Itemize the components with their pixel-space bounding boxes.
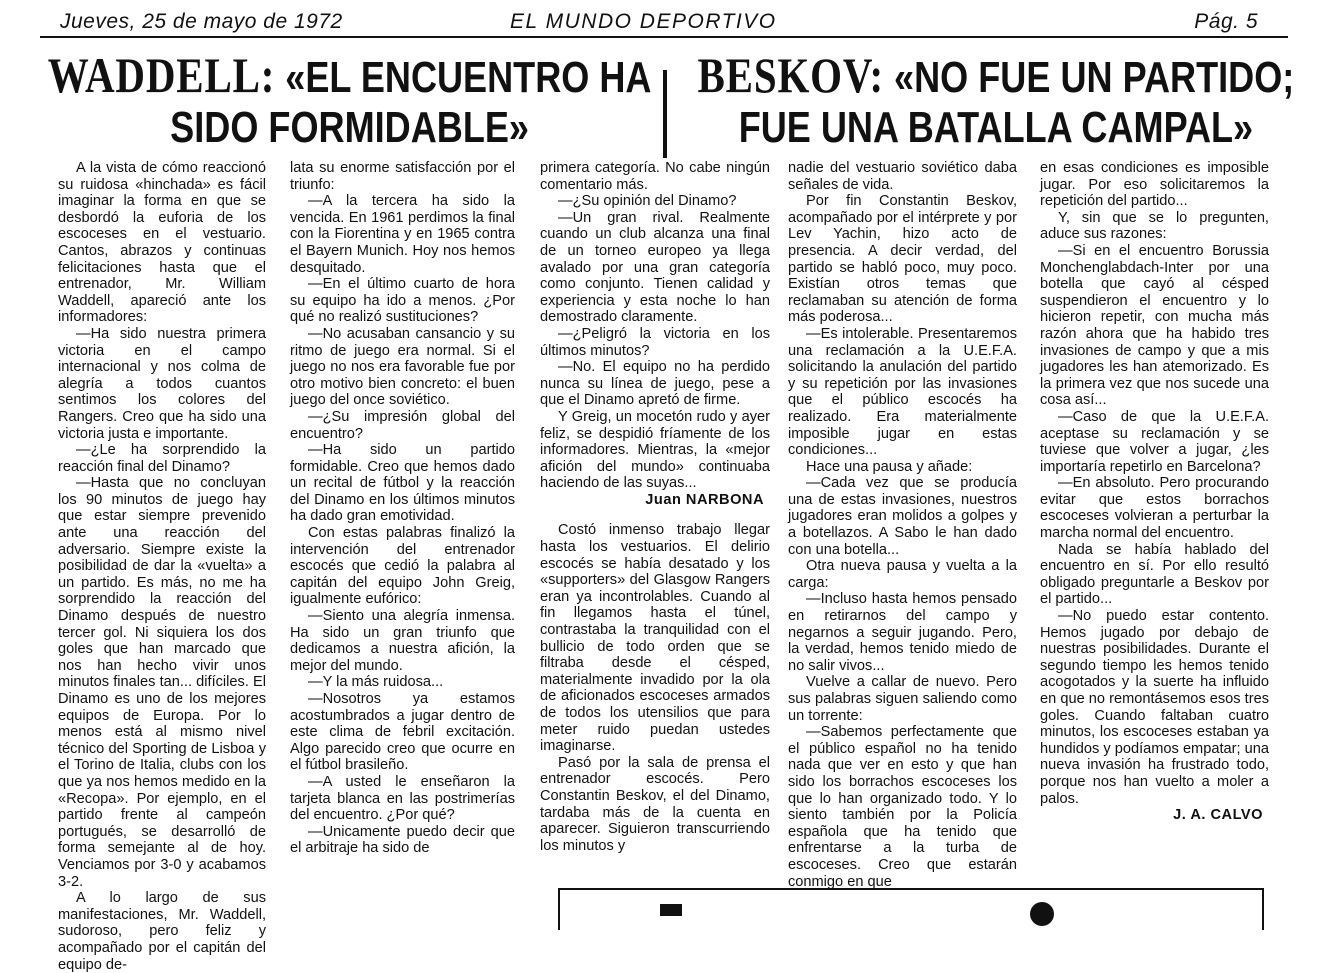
- paragraph: —Sabemos perfectamente que el público español no ha tenido nada que ver en esto y que han sido los borrachos escoceses los que lo han organizado todo. Y lo siento también por la Policía española que ha tenido que enfrentarse a la turba de escoceses. Creo que estarán conmigo en que: [788, 724, 1017, 890]
- left-headline-name: WADDELL:: [47, 47, 276, 103]
- byline-narbona: Juan NARBONA: [645, 491, 764, 508]
- paragraph: —En absoluto. Pero procurando evitar que estos borrachos escoceses volvieran a perturbar la marcha normal del encuentro.: [1040, 475, 1269, 542]
- paragraph: lata su enorme satisfacción por el triunfo:: [290, 160, 515, 193]
- paragraph: —¿Su impresión global del encuentro?: [290, 408, 515, 442]
- paragraph: A la vista de cómo reaccionó su ruidosa «hinchada» es fácil imaginar la forma en que se desbordó la euforia de los escoceses en el vestuario. Cantos, abrazos y continuas felicitaciones hasta que el entrenador, Mr. William Waddell, apareció ante los informadores:: [58, 160, 266, 326]
- right-headline-name: BESKOV:: [697, 47, 885, 103]
- paragraph: Pasó por la sala de prensa el entrenador escocés. Pero Constantin Beskov, el del Dinamo, tardaba más de la cuenta en aparecer. Siguieron transcurriendo los minutos y: [540, 754, 770, 854]
- paragraph: en esas condiciones es imposible jugar. Por eso solicitaremos la repetición del partido...: [1040, 160, 1269, 210]
- newspaper-name: EL MUNDO DEPORTIVO: [510, 10, 777, 33]
- left-headline-line1: «EL ENCUENTRO HA: [285, 53, 652, 102]
- paragraph: Hace una pausa y añade:: [806, 458, 973, 475]
- paragraph: —¿Peligró la victoria en los últimos minutos?: [540, 325, 770, 359]
- publication-date: Jueves, 25 de mayo de 1972: [60, 10, 343, 33]
- paragraph: —Incluso hasta hemos pensado en retirarnos del campo y negarnos a seguir jugando. Pero, la verdad, hemos tenido miedo de no salir vivos...: [788, 591, 1017, 674]
- ad-circle-shape: [1030, 902, 1054, 926]
- paragraph: —Ha sido nuestra primera victoria en el campo internacional y nos colma de alegría a todos cuantos sentimos los colores del Rangers. Creo que ha sido una victoria justa e importante.: [58, 325, 266, 442]
- left-headline-line2: SIDO FORMIDABLE»: [170, 103, 530, 152]
- paragraph: —A la tercera ha sido la vencida. En 1961 perdimos la final con la Fiorentina y en 1965 contra el Bayern Munich. Hoy nos hemos desquitado.: [290, 193, 515, 276]
- paragraph: A lo largo de sus manifestaciones, Mr. Waddell, sudoroso, pero feliz y acompañado por el capitán del equipo de-: [58, 890, 266, 973]
- ad-block-shape: [660, 904, 682, 916]
- masthead: [40, 6, 1288, 38]
- paragraph: Otra nueva pausa y vuelta a la carga:: [788, 558, 1017, 591]
- paragraph: —No. El equipo no ha perdido nunca su línea de juego, pese a que el Dinamo apretó de firme.: [540, 359, 770, 409]
- paragraph: —¿Su opinión del Dinamo?: [558, 193, 737, 210]
- paragraph: Nada se había hablado del encuentro en sí. Por ello resultó obligado preguntarle a Beskov por el partido...: [1040, 541, 1269, 608]
- paragraph: —Caso de que la U.E.F.A. aceptase su reclamación y se tuviese que volver a jugar, ¿les importaría repetirlo en Barcelona?: [1040, 408, 1269, 475]
- right-headline-line1: «NO FUE UN PARTIDO;: [894, 53, 1295, 102]
- paragraph: —Si en el encuentro Borussia Monchenglabdach-Inter por una botella que cayó al césped suspendieron el encuentro y lo hicieron repetir, con mucha más razón ahora que ha habido tres invasiones de campo y que a mis jugadores les han atemorizado. Es la primera vez que nos sucede una cosa así...: [1040, 242, 1269, 409]
- paragraph: Y, sin que se lo pregunten, aduce sus razones:: [1040, 209, 1269, 243]
- paragraph: —En el último cuarto de hora su equipo ha ido a menos. ¿Por qué no realizó sustituciones?: [290, 276, 515, 326]
- page-number: Pág. 5: [1194, 10, 1258, 33]
- paragraph: —Y la más ruidosa...: [308, 674, 444, 691]
- paragraph: Vuelve a callar de nuevo. Pero sus palabras siguen saliendo como un torrente:: [788, 674, 1017, 724]
- paragraph: —Es intolerable. Presentaremos una reclamación a la U.E.F.A. solicitando la anulación del partido y su repetición por las invasiones que el público escocés ha realizado. Era materialmente imposible jugar en estas condiciones...: [788, 325, 1017, 459]
- paragraph: —Siento una alegría inmensa. Ha sido un gran triunfo que dedicamos a nuestra afición, la mejor del mundo.: [290, 608, 515, 674]
- paragraph: nadie del vestuario soviético daba señales de vida.: [788, 160, 1017, 193]
- right-headline: [672, 47, 1320, 153]
- paragraph: —Un gran rival. Realmente cuando un club alcanza una final de un torneo europeo ya llega avalado por una gran categoría como conjunto. Tienen calidad y experiencia y esta noche lo han demostrado claramente.: [540, 209, 770, 326]
- paragraph: —Nosotros ya estamos acostumbrados a jugar dentro de este clima de febril excitación. Algo parecido creo que ocurre en el fútbol brasileño.: [290, 691, 515, 774]
- column-1: [58, 160, 266, 973]
- right-headline-line2: FUE UNA BATALLA CAMPAL»: [738, 103, 1254, 152]
- paragraph: —Cada vez que se producía una de estas invasiones, nuestros jugadores eran molidos a golpes y a botellazos. A Sabo le han dado con una botella...: [788, 475, 1017, 558]
- advertisement-box: [558, 888, 1264, 930]
- paragraph: Costó inmenso trabajo llegar hasta los vestuarios. El delirio escocés se había desatado y los «supporters» del Glasgow Rangers eran ya incontrolables. Cuando al fin llegamos hasta el túnel, contrastaba la tranquilidad con el bullicio de todo orden que se filtraba desde el césped, materialmente invadido por la ola de aficionados escoceses armados de todos los utensilios que para meter ruido puedan ustedes imaginarse.: [540, 522, 770, 755]
- paragraph: Con estas palabras finalizó la intervención del entrenador escocés que cedió la palabra al capitán del equipo John Greig, igualmente eufórico:: [290, 525, 515, 608]
- paragraph: primera categoría. No cabe ningún comentario más.: [540, 160, 770, 193]
- paragraph: —Unicamente puedo decir que el arbitraje ha sido de: [290, 823, 515, 857]
- paragraph: Por fin Constantin Beskov, acompañado por el intérprete y por Lev Yachin, hizo acto de presencia. A decir verdad, del partido se habló poco, muy poco. Existían otros temas que reclamaban su atención de forma más poderosa...: [788, 193, 1017, 326]
- column-4: [788, 160, 1017, 890]
- paragraph: —A usted le enseñaron la tarjeta blanca en las postrimerías del encuentro. ¿Por qué?: [290, 773, 515, 824]
- column-2: [290, 160, 515, 857]
- column-3: [540, 160, 770, 854]
- byline-calvo: J. A. CALVO: [1173, 807, 1263, 824]
- paragraph: Y Greig, un mocetón rudo y ayer feliz, se despidió fríamente de los informadores. Mientras, la «mejor afición del mundo» continuaba haciendo de las suyas...: [540, 408, 770, 492]
- headline-divider: [663, 70, 667, 158]
- left-headline: [38, 47, 661, 153]
- paragraph: —¿Le ha sorprendido la reacción final del Dinamo?: [58, 442, 266, 475]
- paragraph: —Ha sido un partido formidable. Creo que hemos dado un recital de fútbol y la reacción del Dinamo en los últimos minutos ha dado gran emotividad.: [290, 442, 515, 525]
- paragraph: —No puedo estar contento. Hemos jugado por debajo de nuestras posibilidades. Durante el segundo tiempo les hemos tenido acogotados y la suerte ha influido en que no remontásemos esos tres goles. Cuando faltaban cuatro minutos, los escoceses estaban ya hundidos y podíamos empatar; una nueva invasión ha frustrado todo, porque nos han vuelto a moler a palos.: [1040, 608, 1269, 807]
- paragraph: —No acusaban cansancio y su ritmo de juego era normal. Si el juego no nos era favorable fue por otro motivo bien concreto: el buen juego del once soviético.: [290, 325, 515, 409]
- column-5: [1040, 160, 1269, 824]
- paragraph: —Hasta que no concluyan los 90 minutos de juego hay que estar siempre prevenido ante una reacción del adversario. Siempre existe la posibilidad de dar la «vuelta» a un partido. Es más, no me ha sorprendido la reacción del Dinamo después de nuestro tercer gol. Ni siquiera los dos goles que han marcado que nos han hecho vivir unos minutos finales tan... difíciles. El Dinamo es uno de los mejores equipos de Europa. Por lo menos está al mismo nivel técnico del Sporting de Lisboa y el Torino de Italia, clubs con los que ya nos hemos medido en la «Recopa». Por ejemplo, en el partido frente al campeón portugués, se desarrolló de forma semejante al de hoy. Venciamos por 3-0 y acabamos 3-2.: [58, 475, 266, 890]
